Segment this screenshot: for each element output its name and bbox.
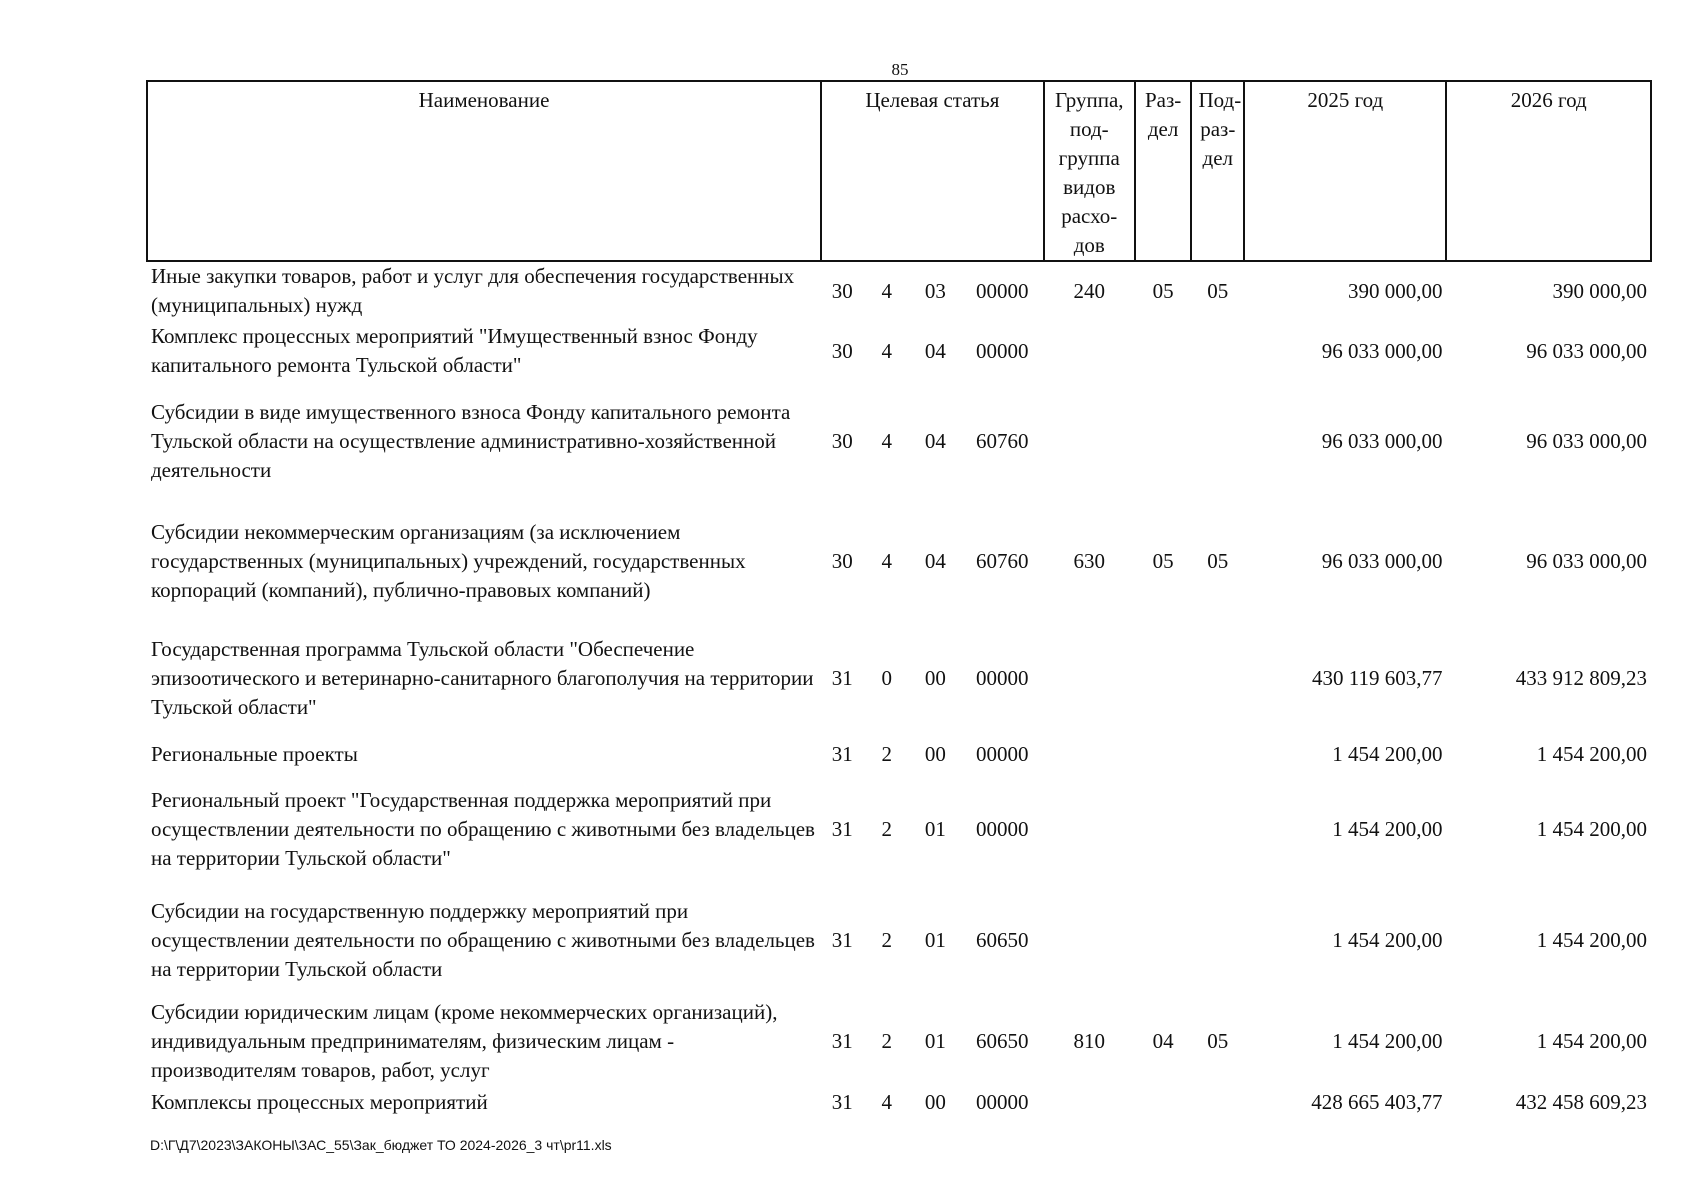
row-code-program: 30 <box>831 278 853 303</box>
row-amount-2025: 96 033 000,00 <box>1321 548 1443 573</box>
table-header <box>147 81 1651 261</box>
row-code-subprogram: 04 <box>924 548 946 573</box>
row-code-type: 4 <box>881 338 893 363</box>
header-name: Наименование <box>147 81 821 261</box>
row-subsection <box>1191 884 1244 996</box>
row-amount-2026: 1 454 200,00 <box>1536 816 1647 841</box>
row-code-direction: 00000 <box>975 741 1029 766</box>
row-code-direction: 00000 <box>975 278 1029 303</box>
row-code-type: 4 <box>881 1089 893 1114</box>
row-name: Субсидии в виде имущественного взноса Фонду капитального ремонта Тульской области на осуществление административно-хозяйственной деятельности <box>151 399 791 482</box>
row-code-subprogram: 01 <box>924 927 946 952</box>
row-code-direction: 60760 <box>975 428 1029 453</box>
row-code-subprogram: 04 <box>924 428 946 453</box>
row-name: Региональные проекты <box>151 741 358 766</box>
row-section <box>1135 622 1192 734</box>
row-code-direction: 00000 <box>975 665 1029 690</box>
row-code-program: 30 <box>831 428 853 453</box>
row-name: Комплексы процессных мероприятий <box>151 1089 488 1114</box>
table-row <box>147 1086 1651 1118</box>
row-name: Государственная программа Тульской области "Обеспечение эпизоотического и ветеринарно-санитарного благополучия на территории Тульской области" <box>151 636 814 719</box>
header-section: Раз-дел <box>1135 81 1192 261</box>
table-row <box>147 884 1651 996</box>
row-amount-2025: 1 454 200,00 <box>1332 1028 1443 1053</box>
row-group <box>1044 320 1135 382</box>
file-path-footer: D:\Г\Д7\2023\ЗАКОНЫ\ЗАС_55\Зак_бюджет ТО 2024-2026_3 чт\pr11.xls <box>150 1137 612 1153</box>
row-code-subprogram: 00 <box>924 1089 946 1114</box>
row-section: 04 <box>1152 1028 1174 1053</box>
row-code-direction: 00000 <box>975 338 1029 363</box>
row-code-type: 4 <box>881 278 893 303</box>
row-code-type: 2 <box>881 927 893 952</box>
row-group <box>1044 382 1135 500</box>
row-amount-2025: 390 000,00 <box>1347 278 1443 303</box>
row-amount-2025: 430 119 603,77 <box>1312 665 1443 690</box>
row-code-direction: 60760 <box>975 548 1029 573</box>
row-subsection <box>1191 320 1244 382</box>
table-row <box>147 382 1651 500</box>
row-amount-2025: 96 033 000,00 <box>1321 338 1443 363</box>
page-number: 85 <box>891 60 909 79</box>
row-subsection: 05 <box>1207 278 1229 303</box>
row-name: Субсидии на государственную поддержку мероприятий при осуществлении деятельности по обращению с животными без владельцев на территории Тульской области <box>151 898 815 981</box>
row-code-program: 30 <box>831 548 853 573</box>
row-code-type: 4 <box>881 428 893 453</box>
header-target-article: Целевая статья <box>821 81 1044 261</box>
row-code-program: 31 <box>831 1089 853 1114</box>
row-subsection <box>1191 734 1244 774</box>
row-amount-2026: 432 458 609,23 <box>1515 1089 1647 1114</box>
row-code-subprogram: 00 <box>924 741 946 766</box>
row-code-direction: 60650 <box>975 927 1029 952</box>
row-subsection: 05 <box>1207 1028 1229 1053</box>
row-code-program: 30 <box>831 338 853 363</box>
row-amount-2025: 1 454 200,00 <box>1332 927 1443 952</box>
row-code-type: 2 <box>881 816 893 841</box>
row-amount-2025: 1 454 200,00 <box>1332 741 1443 766</box>
row-code-program: 31 <box>831 816 853 841</box>
header-subsection: Под-раз-дел <box>1191 81 1244 261</box>
row-name: Комплекс процессных мероприятий "Имущественный взнос Фонду капитального ремонта Тульской области" <box>151 324 758 377</box>
row-amount-2026: 96 033 000,00 <box>1526 428 1647 453</box>
row-subsection <box>1191 622 1244 734</box>
row-amount-2026: 1 454 200,00 <box>1536 741 1647 766</box>
row-code-subprogram: 04 <box>924 338 946 363</box>
row-section: 05 <box>1152 548 1174 573</box>
row-group: 630 <box>1073 548 1105 573</box>
row-code-direction: 60650 <box>975 1028 1029 1053</box>
table-row <box>147 261 1651 320</box>
budget-table <box>146 80 1652 1118</box>
row-code-program: 31 <box>831 665 853 690</box>
row-group: 240 <box>1073 278 1105 303</box>
row-name: Субсидии некоммерческим организациям (за исключением государственных (муниципальных) учреждений, государственных корпораций (компаний), публично-правовых компаний) <box>151 519 746 602</box>
row-group <box>1044 774 1135 884</box>
row-code-type: 4 <box>881 548 893 573</box>
row-code-direction: 00000 <box>975 1089 1029 1114</box>
row-section <box>1135 1086 1192 1118</box>
row-group <box>1044 1086 1135 1118</box>
row-amount-2025: 1 454 200,00 <box>1332 816 1443 841</box>
row-code-type: 0 <box>881 665 893 690</box>
table-row <box>147 734 1651 774</box>
row-amount-2026: 1 454 200,00 <box>1536 1028 1647 1053</box>
row-code-direction: 00000 <box>975 816 1029 841</box>
row-amount-2026: 96 033 000,00 <box>1526 338 1647 363</box>
row-amount-2025: 96 033 000,00 <box>1321 428 1443 453</box>
row-code-program: 31 <box>831 1028 853 1053</box>
row-group <box>1044 622 1135 734</box>
row-section <box>1135 320 1192 382</box>
table-row <box>147 500 1651 622</box>
row-code-program: 31 <box>831 741 853 766</box>
row-group: 810 <box>1073 1028 1105 1053</box>
row-subsection <box>1191 382 1244 500</box>
row-subsection <box>1191 1086 1244 1118</box>
row-section <box>1135 382 1192 500</box>
row-amount-2026: 1 454 200,00 <box>1536 927 1647 952</box>
row-amount-2026: 433 912 809,23 <box>1515 665 1647 690</box>
row-code-type: 2 <box>881 741 893 766</box>
header-year-2025: 2025 год <box>1244 81 1446 261</box>
row-name: Субсидии юридическим лицам (кроме некоммерческих организаций), индивидуальным предпринимателям, физическим лицам - производителям товаров, работ, услуг <box>151 999 778 1082</box>
row-code-subprogram: 03 <box>924 278 946 303</box>
header-year-2026: 2026 год <box>1446 81 1651 261</box>
row-section <box>1135 884 1192 996</box>
row-code-subprogram: 01 <box>924 1028 946 1053</box>
table-row <box>147 774 1651 884</box>
row-code-subprogram: 01 <box>924 816 946 841</box>
row-section: 05 <box>1152 278 1174 303</box>
row-subsection: 05 <box>1207 548 1229 573</box>
header-expense-group: Группа, под-группа видов расхо-дов <box>1044 81 1135 261</box>
row-code-type: 2 <box>881 1028 893 1053</box>
row-amount-2025: 428 665 403,77 <box>1311 1089 1443 1114</box>
row-subsection <box>1191 774 1244 884</box>
table-row <box>147 622 1651 734</box>
row-code-program: 31 <box>831 927 853 952</box>
row-amount-2026: 96 033 000,00 <box>1526 548 1647 573</box>
table-row <box>147 320 1651 382</box>
row-amount-2026: 390 000,00 <box>1552 278 1647 303</box>
row-section <box>1135 774 1192 884</box>
row-name: Региональный проект "Государственная поддержка мероприятий при осуществлении деятельности по обращению с животными без владельцев на территории Тульской области" <box>151 787 815 870</box>
row-group <box>1044 884 1135 996</box>
row-code-subprogram: 00 <box>924 665 946 690</box>
table-row <box>147 996 1651 1086</box>
row-name: Иные закупки товаров, работ и услуг для обеспечения государственных (муниципальных) нужд <box>151 264 795 317</box>
row-section <box>1135 734 1192 774</box>
row-group <box>1044 734 1135 774</box>
